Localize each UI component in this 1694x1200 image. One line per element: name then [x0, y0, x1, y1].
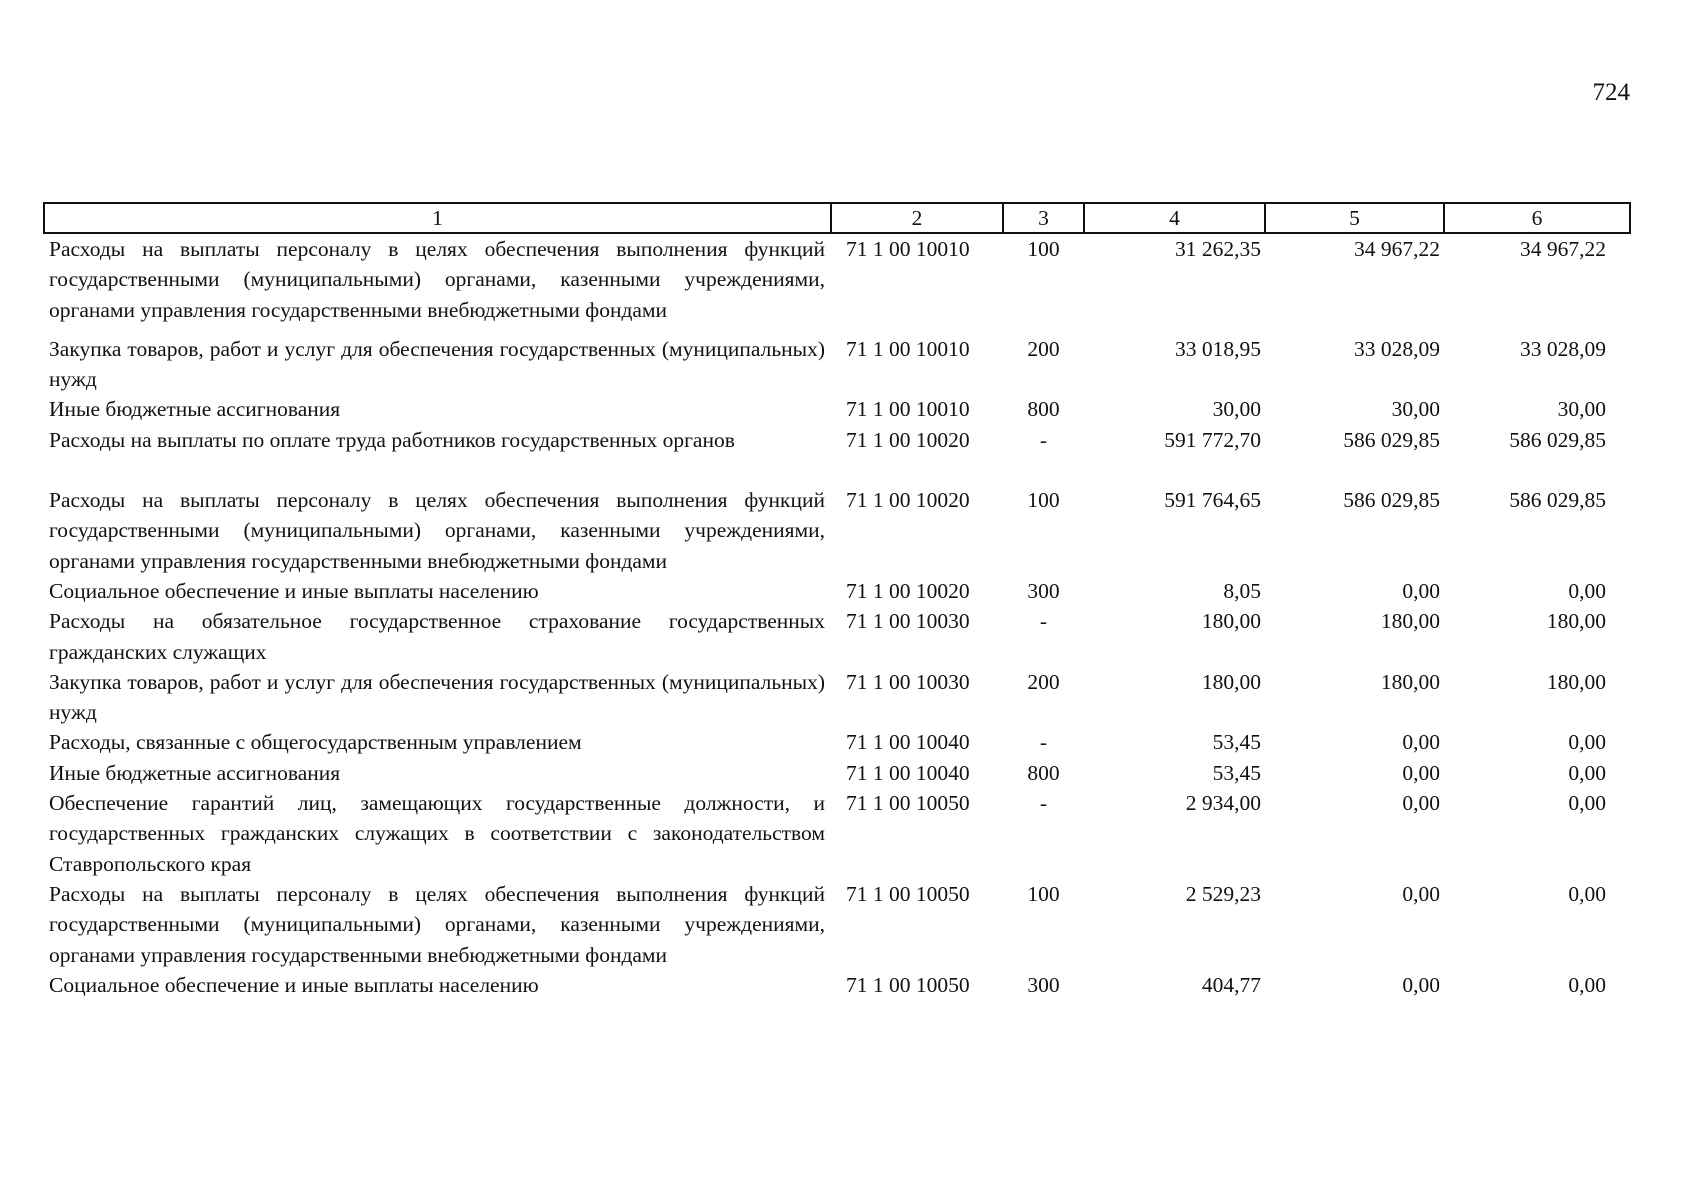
row-amount-col4: 2 934,00 — [1185, 791, 1261, 816]
row-amount-col5: 33 028,09 — [1354, 336, 1440, 361]
row-expense-type: - — [1039, 730, 1048, 755]
row-amount-col5: 180,00 — [1380, 609, 1440, 634]
row-description: Закупка товаров, работ и услуг для обеспечения государственных (муниципальных) нужд — [49, 669, 825, 725]
row-amount-col6: 586 029,85 — [1509, 427, 1606, 452]
row-expense-type: 300 — [1027, 972, 1060, 997]
column-header-2: 2 — [831, 203, 1003, 233]
table-row — [44, 727, 1630, 757]
row-amount-col6: 0,00 — [1568, 791, 1606, 816]
row-description: Расходы на выплаты персоналу в целях обеспечения выполнения функций государственными (муниципальными) органами, казенными учреждениями, органами управления государственными внебюджетными фондами — [49, 881, 825, 967]
row-amount-col6: 0,00 — [1568, 881, 1606, 906]
column-header-1: 1 — [44, 203, 831, 233]
row-amount-col4: 31 262,35 — [1175, 237, 1261, 261]
row-target-code: 71 1 00 10040 — [846, 760, 970, 785]
row-expense-type: - — [1039, 791, 1048, 816]
row-amount-col6: 180,00 — [1546, 609, 1606, 634]
row-description: Расходы на выплаты персоналу в целях обеспечения выполнения функций государственными (муниципальными) органами, казенными учреждениями, органами управления государственными внебюджетными фондами — [49, 488, 825, 573]
row-amount-col4: 180,00 — [1201, 669, 1261, 694]
row-amount-col4: 33 018,95 — [1175, 336, 1261, 361]
row-amount-col5: 0,00 — [1402, 881, 1440, 906]
row-amount-col5: 0,00 — [1402, 972, 1440, 997]
table-row — [44, 485, 1630, 576]
row-amount-col5: 0,00 — [1402, 760, 1440, 785]
row-amount-col5: 30,00 — [1391, 397, 1440, 422]
row-expense-type: 300 — [1027, 578, 1060, 603]
row-target-code: 71 1 00 10010 — [846, 237, 970, 261]
row-amount-col5: 586 029,85 — [1343, 427, 1440, 452]
row-amount-col4: 180,00 — [1201, 609, 1261, 634]
table-row — [44, 233, 1630, 334]
row-target-code: 71 1 00 10030 — [846, 669, 970, 694]
row-amount-col6: 0,00 — [1568, 760, 1606, 785]
row-expense-type: 100 — [1027, 237, 1060, 261]
table-header-row — [44, 203, 1630, 233]
row-amount-col4: 591 764,65 — [1164, 488, 1261, 513]
row-expense-type: 200 — [1027, 336, 1060, 361]
row-amount-col5: 0,00 — [1402, 730, 1440, 755]
table-row — [44, 425, 1630, 485]
table-row — [44, 334, 1630, 395]
row-amount-col4: 8,05 — [1223, 578, 1261, 603]
table-row — [44, 758, 1630, 788]
column-header-3: 3 — [1003, 203, 1084, 233]
row-target-code: 71 1 00 10010 — [846, 336, 970, 361]
row-amount-col4: 2 529,23 — [1185, 881, 1261, 906]
row-target-code: 71 1 00 10030 — [846, 609, 970, 634]
row-expense-type: 200 — [1027, 669, 1060, 694]
row-amount-col6: 0,00 — [1568, 578, 1606, 603]
table-row — [44, 606, 1630, 667]
table-row — [44, 970, 1630, 1000]
row-amount-col5: 586 029,85 — [1343, 488, 1440, 513]
row-amount-col4: 53,45 — [1212, 730, 1261, 755]
row-amount-col6: 586 029,85 — [1509, 488, 1606, 513]
row-amount-col6: 0,00 — [1568, 972, 1606, 997]
row-description: Расходы, связанные с общегосударственным управлением — [49, 730, 582, 755]
row-target-code: 71 1 00 10050 — [846, 791, 970, 816]
row-target-code: 71 1 00 10010 — [846, 397, 970, 422]
row-amount-col5: 180,00 — [1380, 669, 1440, 694]
row-amount-col6: 0,00 — [1568, 730, 1606, 755]
row-expense-type: 800 — [1027, 760, 1060, 785]
row-amount-col5: 0,00 — [1402, 578, 1440, 603]
row-description: Расходы на выплаты по оплате труда работников государственных органов — [49, 427, 735, 452]
row-description: Иные бюджетные ассигнования — [49, 397, 341, 422]
row-expense-type: 100 — [1027, 488, 1060, 513]
row-expense-type: - — [1039, 427, 1048, 452]
row-description: Социальное обеспечение и иные выплаты населению — [49, 578, 539, 603]
row-amount-col5: 34 967,22 — [1354, 237, 1440, 261]
row-description: Расходы на обязательное государственное страхование государственных гражданских служащих — [49, 609, 825, 664]
row-expense-type: 800 — [1027, 397, 1060, 422]
budget-table — [43, 202, 1631, 1000]
page-number: 724 — [1592, 79, 1630, 106]
table-row — [44, 576, 1630, 606]
row-target-code: 71 1 00 10050 — [846, 972, 970, 997]
row-target-code: 71 1 00 10020 — [846, 488, 970, 513]
row-description: Социальное обеспечение и иные выплаты населению — [49, 972, 539, 997]
row-description: Иные бюджетные ассигнования — [49, 760, 341, 785]
row-target-code: 71 1 00 10020 — [846, 578, 970, 603]
table-row — [44, 667, 1630, 728]
row-amount-col4: 30,00 — [1212, 397, 1261, 422]
row-description: Обеспечение гарантий лиц, замещающих государственные должности, и государственных гражданских служащих в соответствии с законодательством Ставропольского края — [49, 791, 825, 876]
row-amount-col6: 180,00 — [1546, 669, 1606, 694]
table-row — [44, 788, 1630, 879]
table-row — [44, 394, 1630, 424]
row-amount-col5: 0,00 — [1402, 791, 1440, 816]
row-amount-col6: 34 967,22 — [1520, 237, 1606, 261]
row-description: Расходы на выплаты персоналу в целях обеспечения выполнения функций государственными (муниципальными) органами, казенными учреждениями, органами управления государственными внебюджетными фондами — [49, 237, 825, 322]
row-amount-col6: 33 028,09 — [1520, 336, 1606, 361]
row-expense-type: 100 — [1027, 881, 1060, 906]
row-target-code: 71 1 00 10020 — [846, 427, 970, 452]
table-row — [44, 879, 1630, 970]
row-amount-col4: 53,45 — [1212, 760, 1261, 785]
column-header-6: 6 — [1444, 203, 1630, 233]
column-header-5: 5 — [1265, 203, 1444, 233]
row-target-code: 71 1 00 10040 — [846, 730, 970, 755]
row-description: Закупка товаров, работ и услуг для обеспечения государственных (муниципальных) нужд — [49, 336, 825, 392]
column-header-4: 4 — [1084, 203, 1265, 233]
row-amount-col6: 30,00 — [1557, 397, 1606, 422]
row-target-code: 71 1 00 10050 — [846, 881, 970, 906]
row-expense-type: - — [1039, 609, 1048, 634]
row-amount-col4: 591 772,70 — [1164, 427, 1261, 452]
row-amount-col4: 404,77 — [1201, 972, 1261, 997]
